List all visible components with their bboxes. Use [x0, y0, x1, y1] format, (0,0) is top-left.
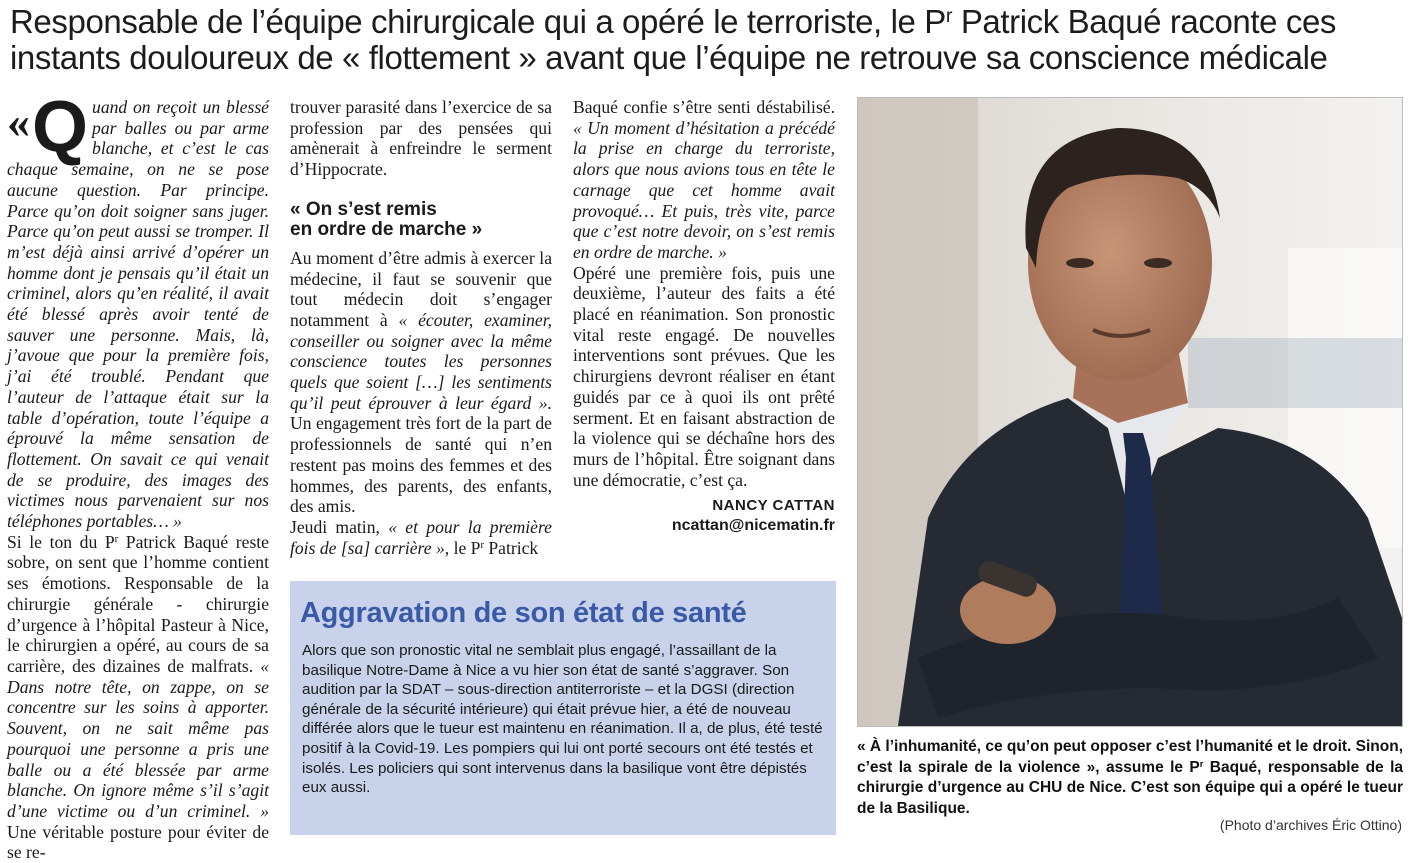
article-column-1	[7, 87, 269, 863]
author-email: ncattan@nicematin.fr	[671, 517, 835, 535]
box-text: Alors que son pronostic vital ne semblait plus engagé, l’assaillant de la basilique Notre-Dame à Nice a vu hier son état de santé s’aggraver. Son audition par la SDAT – sous-direction antiterroriste – et la DGSI (direction générale de la sécurité intérieure) qui était prévue hier, a été de nouveau différée alors que le tueur est maintenu en réanimation. Il a, de plus, été testé positif à la Covid-19. Les pompiers qui lui ont porté secours ont été testés et isolés. Les policiers qui sont intervenus dans la basilique vont être dépistés eux aussi.	[302, 642, 823, 797]
headline	[10, 4, 1402, 76]
open-quote-mark: «	[7, 96, 30, 147]
portrait-photo	[857, 97, 1403, 727]
opening-quote-text: uand on reçoit un blessé par balles ou par arme blanche, et c’est le cas chaque semaine, on ne se pose aucune question. Par principe. Parce qu’on doit soigner sans juger. Parce qu’on peut aussi se tromper. Il m’est déjà ainsi arrivé d’opérer un homme dont je pensais qu’il était un criminel, alors qu’en réalité, il avait été blessé après avoir tenté de sauver une personne. Mais, là, j’avoue que pour la première fois, j’ai été troublé. Pendant que l’auteur de l’attaque était sur la table d’opération, toute l’équipe a éprouvé la même sensation de flottement. On savait ce qui venait de se produire, des images des victimes nous parvenaient sur nos téléphones portables… »	[7, 97, 269, 532]
paragraph: Jeudi matin, « et pour la première fois de [sa] carrière », le $P^r$ Patrick	[290, 516, 552, 558]
photo-credit: (Photo d’archives Éric Ottino)	[1219, 817, 1402, 833]
subheading: « On s’est remis en ordre de marche »	[290, 198, 483, 240]
portrait-illustration	[858, 98, 1402, 726]
dropcap-letter: Q	[32, 87, 89, 167]
sidebar-box	[290, 581, 836, 835]
article-column-2	[290, 97, 552, 558]
paragraph: trouver parasité dans l’exercice de sa profession par des pensées qui amènerait à enfreindre le serment d’Hippocrate.	[290, 97, 552, 180]
paragraph: Opéré une première fois, puis une deuxième, l’auteur des faits a été placé en réanimation. Son pronostic vital reste engagé. De nouvelles interventions sont prévues. Que les chirurgiens devront réaliser en étant guidés par ce à quoi ils ont prêté serment. Et en faisant abstraction de la violence qui se déchaîne hors des murs de l’hôpital. Être soignant dans une démocratie, c’est ça.	[573, 262, 835, 490]
paragraph: Si le ton du $P^r$ Patrick Baqué reste sobre, on sent que l’homme contient ses émotions. Responsable de la chirurgie générale - chirurgie d’urgence à l’hôpital Pasteur à Nice, le chirurgien a opéré, au cours de sa carrière, des dizaines de malfrats. « Dans notre tête, on zappe, on se concentre sur les soins à apporter. Souvent, on ne sait même pas pourquoi une personne a pris une balle ou a été blessée par arme blanche. On ignore même s’il s’agit d’une victime ou d’un criminel. » Une véritable posture pour éviter de se re-	[7, 531, 269, 863]
opening-quote-paragraph	[7, 87, 269, 532]
author-name: NANCY CATTAN	[712, 497, 835, 515]
article-column-3	[573, 97, 835, 536]
paragraph: Baqué confie s’être senti déstabilisé. « Un moment d’hésitation a précédé la prise en charge du terroriste, alors que nous avions tous en tête le carnage que cet homme avait provoqué… Et puis, très vite, parce que c’est notre devoir, on s’est remis en ordre de marche. »	[573, 97, 835, 262]
box-title: Aggravation de son état de santé	[300, 597, 747, 629]
photo-caption: « À l’inhumanité, ce qu’on peut opposer c’est l’humanité et le droit. Sinon, c’est la spirale de la violence », assume le $P^r$ Baqué, responsable de la chirurgie d’urgence au CHU de Nice. C’est son équipe qui a opéré le tueur de la Basilique.	[857, 738, 1404, 817]
headline-line-1: Responsable de l’équipe chirurgicale qui a opéré le terroriste, le $P^r$ Patrick Baqué raconte ces	[10, 3, 1337, 40]
paragraph: Au moment d’être admis à exercer la médecine, il faut se souvenir que tout médecin doit s’engager notamment à « écouter, examiner, conseiller ou soigner avec la même conscience toutes les personnes quels que soient […] les sentiments qu’il peut éprouver à leur égard ». Un engagement très fort de la part de professionnels de santé qui n’en restent pas moins des femmes et des hommes, des parents, des enfants, des amis.	[290, 247, 552, 517]
headline-line-2: instants douloureux de « flottement » avant que l’équipe ne retrouve sa conscience médicale	[10, 39, 1328, 76]
